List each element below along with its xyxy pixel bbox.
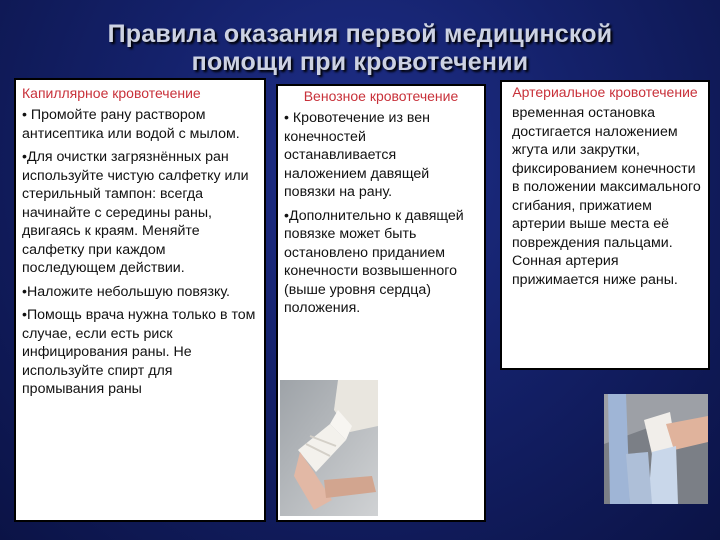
venous-paragraph: • Кровотечение из вен конечностей останавливается наложением давящей повязки на рану. bbox=[284, 110, 431, 200]
arterial-heading: Артериальное кровотечение bbox=[512, 84, 698, 100]
capillary-paragraph: •Для очистки загрязнённых ран используйте чистую салфетку или стерильный тампон: всегда начинайте с середины раны, двигаясь к краям. Меняйте салфетку при каждом последующем действии. bbox=[22, 149, 249, 276]
capillary-heading: Капиллярное кровотечение bbox=[22, 85, 201, 101]
arm-pressure-photo bbox=[604, 394, 708, 504]
venous-paragraph: •Дополнительно к давящей повязке может быть остановлено приданием конечности возвышенного (выше уровня сердца) положения. bbox=[284, 207, 464, 316]
venous-body bbox=[278, 105, 484, 318]
capillary-body bbox=[16, 102, 264, 399]
slide-title-line-1: Правила оказания первой медицинской bbox=[107, 20, 613, 48]
bandaged-leg-illustration bbox=[280, 380, 378, 516]
arm-pressure-illustration bbox=[604, 394, 708, 504]
capillary-paragraph: • Промойте рану раствором антисептика или водой с мылом. bbox=[22, 107, 240, 142]
capillary-paragraph: •Помощь врача нужна только в том случае, если есть риск инфицирования раны. Не используйте спирт для промывания раны bbox=[22, 307, 256, 397]
capillary-panel bbox=[14, 78, 266, 522]
venous-heading: Венозное кровотечение bbox=[303, 88, 459, 104]
slide-title bbox=[0, 20, 720, 76]
capillary-paragraph: •Наложите небольшую повязку. bbox=[22, 283, 230, 300]
arterial-panel bbox=[500, 80, 710, 370]
slide-title-line-2: помощи при кровотечении bbox=[191, 48, 529, 76]
arterial-body: временная остановка достигается наложением жгута или закрутки, фиксированием конечности в положении максимального сгибания, прижатием артерии выше места её повреждения пальцами. Сонная артерия прижимается ниже раны. bbox=[512, 105, 701, 288]
bandaged-leg-photo bbox=[280, 380, 378, 516]
